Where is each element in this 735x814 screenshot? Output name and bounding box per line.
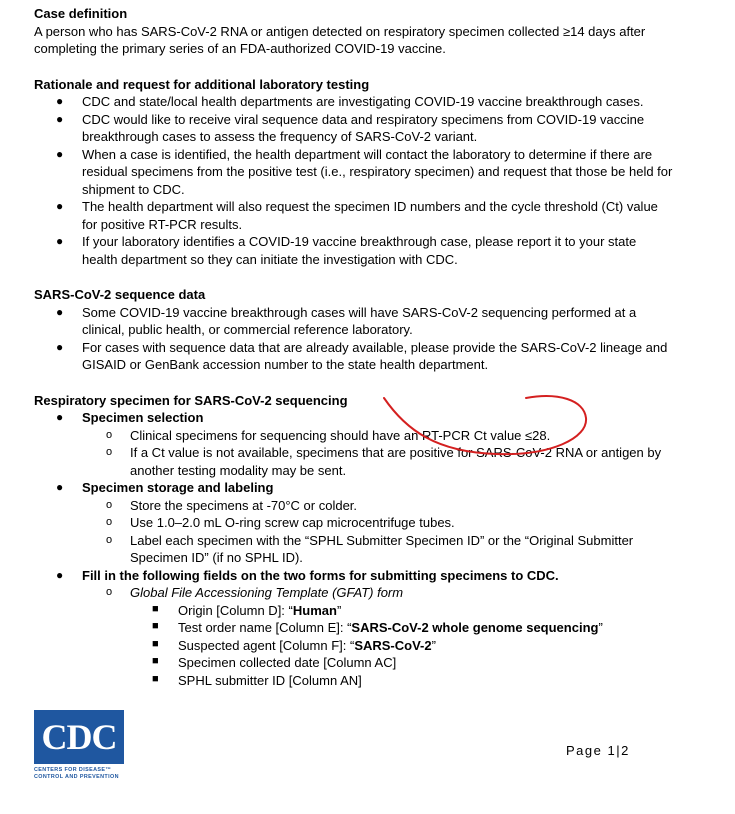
bullet-icon: ● bbox=[56, 111, 64, 126]
document-page bbox=[34, 5, 674, 707]
list-item: o If a Ct value is not available, specimens that are positive for SARS-CoV-2 RNA or antigen by another testing modality may be sent. bbox=[106, 445, 662, 478]
bullet-icon: ● bbox=[56, 339, 64, 354]
case-definition-text: A person who has SARS-CoV-2 RNA or antigen detected on respiratory specimen collected ≥14 days after completing the primary series of an FDA-authorized COVID-19 vaccine. bbox=[34, 23, 646, 56]
circle-bullet-icon: o bbox=[106, 428, 113, 441]
square-bullet-icon: ■ bbox=[152, 672, 159, 685]
bullet-icon: ● bbox=[56, 480, 64, 494]
rationale-heading: Rationale and request for additional laboratory testing bbox=[34, 76, 370, 92]
field-item: ■ Test order name [Column E]: “SARS-CoV-2 whole genome sequencing” bbox=[152, 620, 603, 635]
list-item: ● CDC would like to receive viral sequence data and respiratory specimens from COVID-19 vaccine breakthrough cases to assess the frequency of SARS-CoV-2 variant. bbox=[56, 111, 645, 144]
bullet-icon: ● bbox=[56, 94, 64, 108]
field-item: ■ Origin [Column D]: “Human” bbox=[152, 602, 342, 618]
square-bullet-icon: ■ bbox=[152, 620, 159, 632]
list-item: o Use 1.0–2.0 mL O-ring screw cap microcentrifuge tubes. bbox=[106, 515, 455, 530]
bullet-icon: ● bbox=[56, 304, 64, 319]
list-item: ● CDC and state/local health departments are investigating COVID-19 vaccine breakthrough cases. bbox=[56, 94, 644, 109]
respiratory-heading: Respiratory specimen for SARS-CoV-2 sequencing bbox=[34, 392, 348, 408]
cdc-logo-tagline: CENTERS FOR DISEASE™ CONTROL AND PREVENTION bbox=[34, 767, 119, 780]
square-bullet-icon: ■ bbox=[152, 655, 159, 667]
page-number: Page 1|2 bbox=[566, 743, 630, 758]
sequence-heading: SARS-CoV-2 sequence data bbox=[34, 287, 206, 302]
rationale-list bbox=[34, 93, 674, 268]
circle-bullet-icon: o bbox=[106, 498, 113, 511]
square-bullet-icon: ■ bbox=[152, 602, 159, 615]
respiratory-list bbox=[34, 409, 674, 689]
list-item: ● Some COVID-19 vaccine breakthrough cases will have SARS-CoV-2 sequencing performed at a clinical, public health, or commercial reference laboratory. bbox=[56, 304, 637, 337]
sequence-section bbox=[34, 286, 674, 374]
bullet-icon: ● bbox=[56, 146, 64, 161]
list-item: ● When a case is identified, the health department will contact the laboratory to determine if there are residual specimens from the positive test (i.e., respiratory specimen) and request that those be held for shipment to CDC. bbox=[56, 146, 673, 197]
sequence-list bbox=[34, 304, 674, 374]
bullet-icon: ● bbox=[56, 410, 64, 424]
specimen-storage-item: ● Specimen storage and labeling bbox=[56, 480, 274, 495]
field-item: ■ SPHL submitter ID [Column AN] bbox=[152, 672, 362, 688]
cdc-logo bbox=[34, 710, 126, 780]
list-item: ● The health department will also request the specimen ID numbers and the cycle threshold (Ct) value for positive RT-PCR results. bbox=[56, 199, 658, 232]
bullet-icon: ● bbox=[56, 199, 64, 213]
field-item: ■ Specimen collected date [Column AC] bbox=[152, 655, 397, 670]
bullet-icon: ● bbox=[56, 567, 64, 582]
cdc-logo-mark: CDC bbox=[34, 710, 124, 764]
respiratory-section bbox=[34, 392, 674, 690]
list-item: o Store the specimens at -70°C or colder. bbox=[106, 497, 358, 513]
fill-fields-item: ● Fill in the following fields on the two forms for submitting specimens to CDC. bbox=[56, 567, 559, 583]
circle-bullet-icon: o bbox=[106, 533, 113, 546]
field-item: ■ Suspected agent [Column F]: “SARS-CoV-2” bbox=[152, 637, 436, 653]
list-item: ● If your laboratory identifies a COVID-19 vaccine breakthrough case, please report it to your state health department so they can initiate the investigation with CDC. bbox=[56, 234, 637, 267]
circle-bullet-icon: o bbox=[106, 586, 113, 598]
list-item: o Label each specimen with the “SPHL Submitter Specimen ID” or the “Original Submitter Specimen ID” (if no SPHL ID). bbox=[106, 532, 634, 565]
case-definition-section bbox=[34, 5, 674, 58]
bullet-icon: ● bbox=[56, 234, 64, 248]
circle-bullet-icon: o bbox=[106, 446, 113, 458]
list-item: o Clinical specimens for sequencing should have an RT-PCR Ct value ≤28. bbox=[106, 427, 551, 443]
circle-bullet-icon: o bbox=[106, 516, 113, 528]
case-definition-heading: Case definition bbox=[34, 6, 128, 21]
rationale-section bbox=[34, 76, 674, 269]
gfat-form-title: o Global File Accessioning Template (GFAT) form bbox=[106, 585, 404, 600]
specimen-selection-item: ● Specimen selection bbox=[56, 410, 204, 425]
list-item: ● For cases with sequence data that are already available, please provide the SARS-CoV-2 lineage and GISAID or GenBank accession number to the state health department. bbox=[56, 339, 668, 372]
square-bullet-icon: ■ bbox=[152, 637, 159, 650]
